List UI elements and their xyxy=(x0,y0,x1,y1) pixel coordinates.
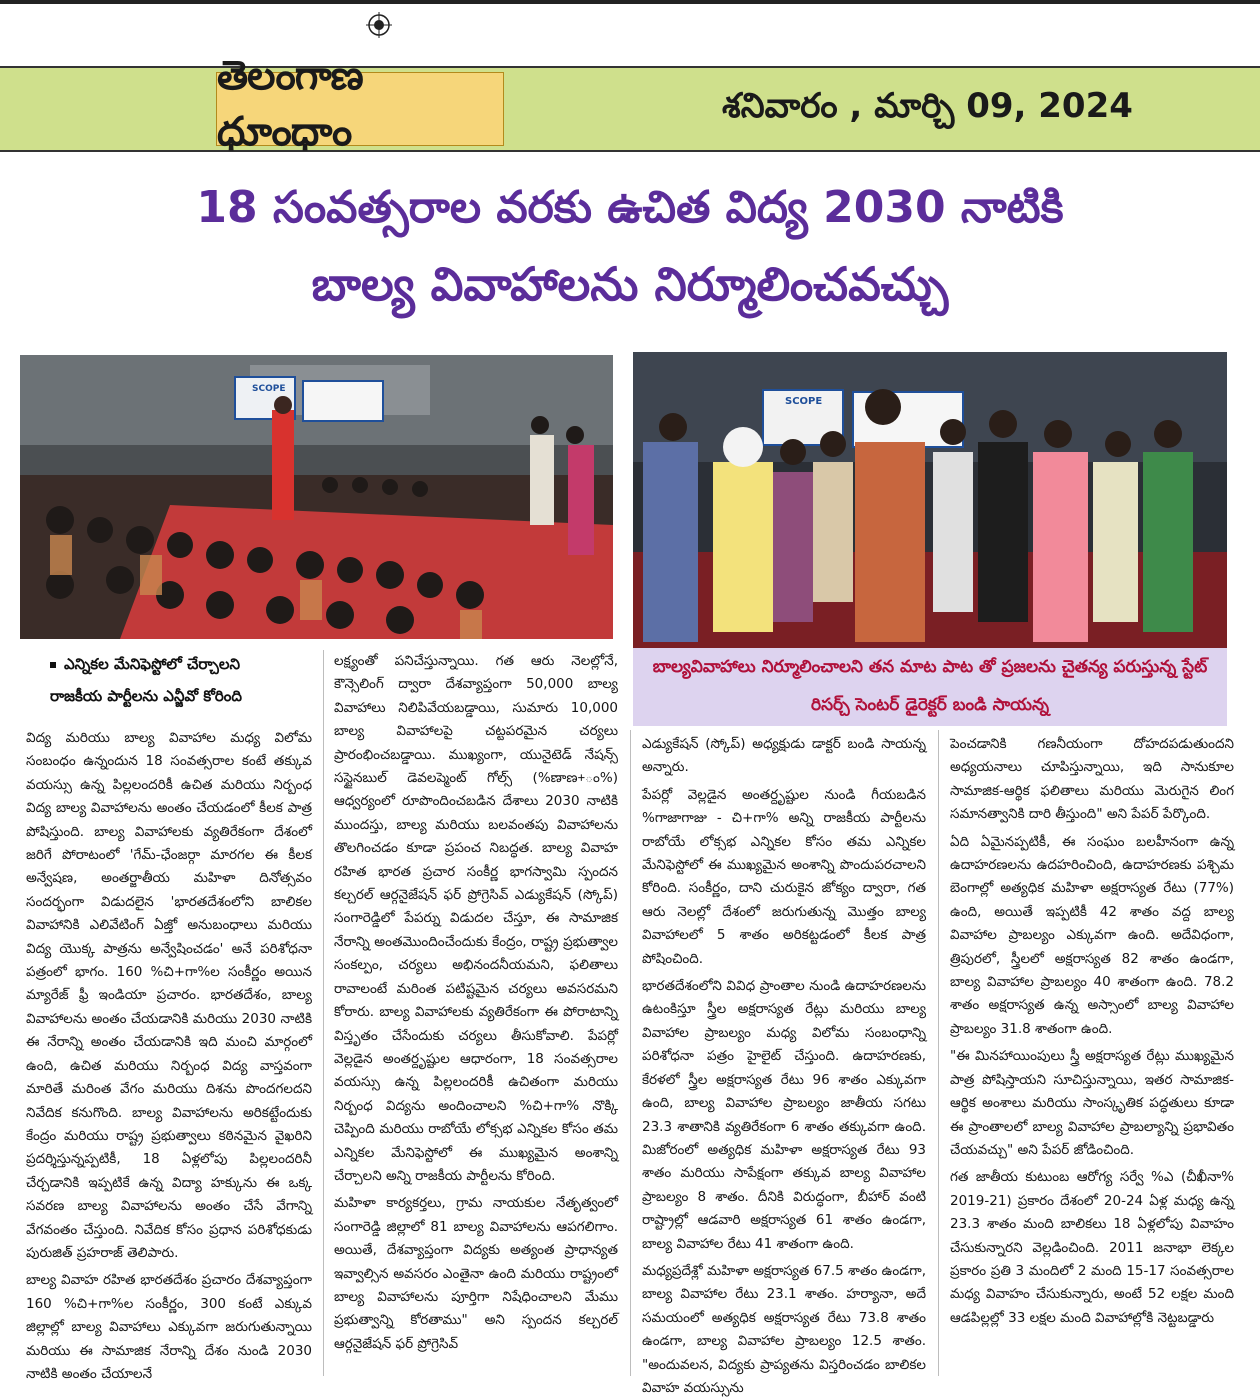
event-photo-left xyxy=(20,355,613,639)
column-divider xyxy=(630,730,631,1376)
headline-line-1: 18 సంవత్సరాల వరకు ఉచిత విద్య 2030 నాటికి xyxy=(196,182,1064,233)
headline-line-2: బాల్య వివాహాలను నిర్మూలించవచ్చు xyxy=(311,257,949,311)
banner-text-right: SCOPE xyxy=(785,396,823,407)
column-divider xyxy=(323,650,324,1376)
registration-mark-icon xyxy=(366,12,392,38)
banner-text-left: SCOPE xyxy=(252,384,286,394)
paragraph: ఏది ఏమైనప్పటికీ, ఈ సంఘం బలహీనంగా ఉన్న ఉదాహరణలను ఉదహరించింది, ఉదాహరణకు పశ్చిమ బెంగాల్లో అత్యధిక మహిళా అక్షరాస్యత రేటు (77%) ఉంది, అయితే ఇప్పటికీ 42 శాతం వద్ద బాల్య వివాహాల ప్రాబల్యం ఎక్కువగా ఉంది. అదేవిధంగా, త్రిపురలో, స్త్రీలలో అక్షరాస్యత 82 శాతం ఉండగా, బాల్య వివాహాల ప్రాబల్యం 40 శాతంగా ఉంది. 78.2 శాతం అక్షరాస్యత ఉన్న అస్సాంలో బాల్య వివాహాల ప్రాబల్యం 31.8 శాతంగా ఉంది. xyxy=(950,833,1234,1037)
paragraph: పేపర్లో వెల్లడైన అంతర్దృష్టుల నుండి గీయబడిన %గాజాగాజు - చి+గా% అన్ని రాజకీయ పార్టీలను రాబోయే లోక్సభ ఎన్నికల కోసం తమ ఎన్నికల మేనిఫెస్టోలో ఈ ముఖ్యమైన అంశాన్ని పొందుపరచాలని కోరింది. సంకీర్ణం, దాని చురుకైన జోక్యం ద్వారా, గత ఆరు నెలల్లో దేశంలో జరుగుతున్న మొత్తం బాల్య వివాహాలలో 5 శాతం అరికట్టడంలో కీలక పాత్ర పోషించింది. xyxy=(642,786,926,967)
paragraph: గత జాతీయ కుటుంబ ఆరోగ్య సర్వే %ఎ (చీఖీనా% 2019-21) ప్రకారం దేశంలో 20-24 ఏళ్ల మధ్య ఉన్న 23.3 శాతం మంది బాలికలు 18 ఏళ్లలోపు వివాహం చేసుకున్నారని వెల్లడించింది. 2011 జనాభా లెక్కల ప్రకారం ప్రతి 3 మందిలో 2 మంది 15-17 సంవత్సరాల మధ్య వివాహం చేసుకున్నారు, అంటే 52 లక్షల మంది ఆడపిల్లల్లో 33 లక్షల మంది వివాహాల్లోకి నెట్టబడ్డారు xyxy=(950,1169,1234,1326)
article-column-4 xyxy=(950,733,1234,1376)
paragraph: మహిళా కార్యకర్తలు, గ్రామ నాయకుల నేతృత్వంలో సంగారెడ్డి జిల్లాలో 81 బాల్య వివాహాలను ఆపగలిగాం. అయితే, దేశవ్యాప్తంగా విద్యకు అత్యంత ప్రాధాన్యత ఇవ్వాల్సిన అవసరం ఎంతైనా ఉంది మరియు రాష్ట్రంలో బాల్య వివాహాలను పూర్తిగా నిషేధించాలని మేము ప్రభుత్వాన్ని కోరతాము" అని స్పందన కల్చరల్ ఆర్గనైజేషన్ ఫర్ ప్రోగ్రెసివ్ xyxy=(334,1195,618,1352)
logo-text: తెలంగాణ ధూంధాం xyxy=(217,53,363,155)
masthead xyxy=(0,53,1260,155)
paragraph: బాల్య వివాహ రహిత భారతదేశం ప్రచారం దేశవ్యాప్తంగా 160 %చి+గా%ల సంకీర్ణం, 300 కంటే ఎక్కువ జిల్లాల్లో బాల్య వివాహాలు ఎక్కువగా జరుగుతున్నాయి మరియు ఈ సామాజిక నేరాన్ని దేశం నుండి 2030 నాటికి అంతం చేయాలనే xyxy=(26,1272,312,1382)
article-column-1 xyxy=(26,727,312,1382)
left-caption-line-2: రాజకీయ పార్టీలను ఎన్జీవో కోరింది xyxy=(50,687,242,705)
paragraph: లక్ష్యంతో పనిచేస్తున్నాయి. గత ఆరు నెలల్లోనే, కౌన్సెలింగ్ ద్వారా దేశవ్యాప్తంగా 50,000 బాల్య వివాహాలు నిలిపివేయబడ్డాయి, సుమారు 10,000 బాల్య వివాహాలపై చట్టపరమైన చర్యలు ప్రారంభించబడ్డాయి. ముఖ్యంగా, యునైటెడ్ నేషన్స్ సస్టైనబుల్ డెవలప్మెంట్ గోల్స్ (%ణాణ+ం%) ఆధ్వర్యంలో రూపొందించబడిన దేశాలు 2030 నాటికి ముందస్తు, బాల్య మరియు బలవంతపు వివాహాలను తొలగించడం కూడా ప్రపంచ నిబద్ధత. బాల్య వివాహ రహిత భారత ప్రచార సంకీర్ణ భాగస్వామి స్పందన కల్చరల్ ఆర్గనైజేషన్ ఫర్ ప్రోగ్రెసివ్ ఎడ్యుకేషన్ (స్కోప్) సంగారెడ్డిలో పేపర్ను విడుదల చేస్తూ, ఈ సామాజిక నేరాన్ని అంతమొందించేందుకు కేంద్రం, రాష్ట్ర ప్రభుత్వాల సంకల్పం, చర్యలు అభినందనీయమని, ఫలితాలు రావాలంటే మరింత పటిష్టమైన చర్యలు అవసరమని కోరారు. బాల్య వివాహాలకు వ్యతిరేకంగా ఈ పోరాటాన్ని విస్తృతం చేసేందుకు చర్యలు తీసుకోవాలి. పేపర్లో వెల్లడైన అంతర్దృష్టుల ఆధారంగా, 18 సంవత్సరాల వయస్సు ఉన్న పిల్లలందరికీ ఉచితంగా మరియు నిర్బంధ విద్యను అందించాలని %చి+గా% నొక్కి చెప్పింది మరియు రాబోయే లోక్సభ ఎన్నికల కోసం తమ ఎన్నికల మేనిఫెస్టోలో ఈ ముఖ్యమైన అంశాన్ని చేర్చాలని అన్ని రాజకీయ పార్టీలను కోరింది. xyxy=(334,653,618,1184)
article-column-3 xyxy=(642,733,926,1396)
left-caption-line-1: ఎన్నికల మేనిఫెస్టోలో చేర్చాలని xyxy=(64,655,241,673)
left-photo-caption xyxy=(50,648,312,712)
paragraph: పెంచడానికి గణనీయంగా దోహదపడుతుందని అధ్యయనాలు చూపిస్తున్నాయి, ఇది సానుకూల సామాజిక-ఆర్థిక ఫలితాలు మరియు మెరుగైన లింగ సమానత్వానికి దారి తీస్తుంది" అని పేపర్ పేర్కొంది. xyxy=(950,736,1234,823)
headline xyxy=(20,170,1240,322)
paragraph: విద్య మరియు బాల్య వివాహాల మధ్య విలోమ సంబంధం ఉన్నందున 18 సంవత్సరాల కంటే తక్కువ వయస్సు ఉన్న పిల్లలందరికీ ఉచిత మరియు నిర్బంధ విద్య బాల్య వివాహాలను అంతం చేయడంలో కీలక పాత్ర పోషిస్తుంది. బాల్య వివాహాలకు వ్యతిరేకంగా దేశంలో జరిగే పోరాటంలో 'గేమ్-ఛేంజర్గా మారగల ఈ కీలక అన్వేషణ, అంతర్జాతీయ మహిళా దినోత్సవం సందర్భంగా విడుదలైన 'భారతదేశంలోని బాలికల వివాహానికి ఎలివేటింగ్ ఏజ్తో అనుబంధాలు మరియు విద్య యొక్క పాత్రను అన్వేషించడం' అనే పరిశోధనా పత్రంలో భాగం. 160 %చి+గా%ల సంకీర్ణం అయిన మ్యారేజ్ ఫ్రీ ఇండియా ప్రచారం. భారతదేశం, బాల్య వివాహాలను అంతం చేయడానికి మరియు 2030 నాటికి ఈ నేరాన్ని అంతం చేయడానికి ఇది మంచి మార్గంలో ఉంది, ఉచిత మరియు నిర్బంధ విద్య వాస్తవంగా మారితే మరింత వేగం మరియు దిశను పొందగలదని నివేదిక కనుగొంది. బాల్య వివాహాలను అరికట్టేందుకు కేంద్రం మరియు రాష్ట్ర ప్రభుత్వాలు కఠినమైన వైఖరిని ప్రదర్శిస్తున్నప్పటికీ, 18 ఏళ్లలోపు పిల్లలందరినీ చేర్చడానికి ఇప్పటికే ఉన్న విద్యా హక్కును ఈ ఒక్క సవరణ బాల్య వివాహాలను అంతం చేసే వేగాన్ని వేగవంతం చేస్తుంది. నివేదిక కోసం ప్రధాన పరిశోధకుడు పురుజిత్ ప్రహరాజ్ తెలిపారు. xyxy=(26,730,312,1261)
event-photo-right xyxy=(633,352,1227,648)
column-divider xyxy=(938,730,939,1376)
article-column-2 xyxy=(334,650,618,1376)
issue-date: శనివారం , మార్చి 09, 2024 xyxy=(722,86,1133,126)
paragraph: మధ్యప్రదేశ్లో మహిళా అక్షరాస్యత 67.5 శాతం ఉండగా, బాల్య వివాహాల రేటు 23.1 శాతం. హర్యానా, అదే సమయంలో అత్యధిక అక్షరాస్యత రేటు 73.8 శాతం ఉండగా, బాల్య వివాహాల ప్రాబల్యం 12.5 శాతం. "అందువలన, విద్యకు ప్రాప్యతను విస్తరించడం బాలికల వివాహ వయస్సును xyxy=(642,1262,926,1396)
paragraph: ఎడ్యుకేషన్ (స్కోప్) అధ్యక్షుడు డాక్టర్ బండి సాయన్న అన్నారు. xyxy=(642,736,926,776)
bullet-icon xyxy=(50,662,56,668)
newspaper-logo xyxy=(216,53,504,155)
paragraph: భారతదేశంలోని వివిధ ప్రాంతాల నుండి ఉదాహరణలను ఉటంకిస్తూ స్త్రీల అక్షరాస్యత రేట్లు మరియు బాల్య వివాహాల ప్రాబల్యం మధ్య విలోమ సంబంధాన్ని పరిశోధనా పత్రం హైలైట్ చేస్తుంది. ఉదాహరణకు, కేరళలో స్త్రీల అక్షరాస్యత రేటు 96 శాతం ఎక్కువగా ఉంది, బాల్య వివాహాల ప్రాబల్యం జాతీయ సగటు 23.3 శాతానికి వ్యతిరేకంగా 6 శాతం తక్కువగా ఉంది. మిజోరంలో అత్యధిక మహిళా అక్షరాస్యత రేటు 93 శాతం మరియు సాపేక్షంగా తక్కువ బాల్య వివాహాల ప్రాబల్యం 8 శాతం. దీనికి విరుద్ధంగా, బీహార్ వంటి రాష్ట్రాల్లో ఆడవారి అక్షరాస్యత 61 శాతం ఉండగా, బాల్య వివాహాల రేటు 41 శాతంగా ఉంది. xyxy=(642,978,926,1252)
right-photo-caption: బాల్యవివాహాలు నిర్మూలించాలని తన మాట పాట తో ప్రజలను చైతన్య పరుస్తున్న స్టేట్ రిసర్చ్ సెంటర్ డైరెక్టర్ బండి సాయన్న xyxy=(633,648,1227,726)
paragraph: "ఈ మినహాయింపులు స్త్రీ అక్షరాస్యత రేట్లు ముఖ్యమైన పాత్ర పోషిస్తాయని సూచిస్తున్నాయి, ఇతర సామాజిక-ఆర్థిక అంశాలు మరియు సాంస్కృతిక పద్ధతులు కూడా ఈ ప్రాంతాలలో బాల్య వివాహాల ప్రాబల్యాన్ని ప్రభావితం చేయవచ్చు" అని పేపర్ జోడించింది. xyxy=(950,1048,1234,1158)
top-border xyxy=(0,0,1260,4)
